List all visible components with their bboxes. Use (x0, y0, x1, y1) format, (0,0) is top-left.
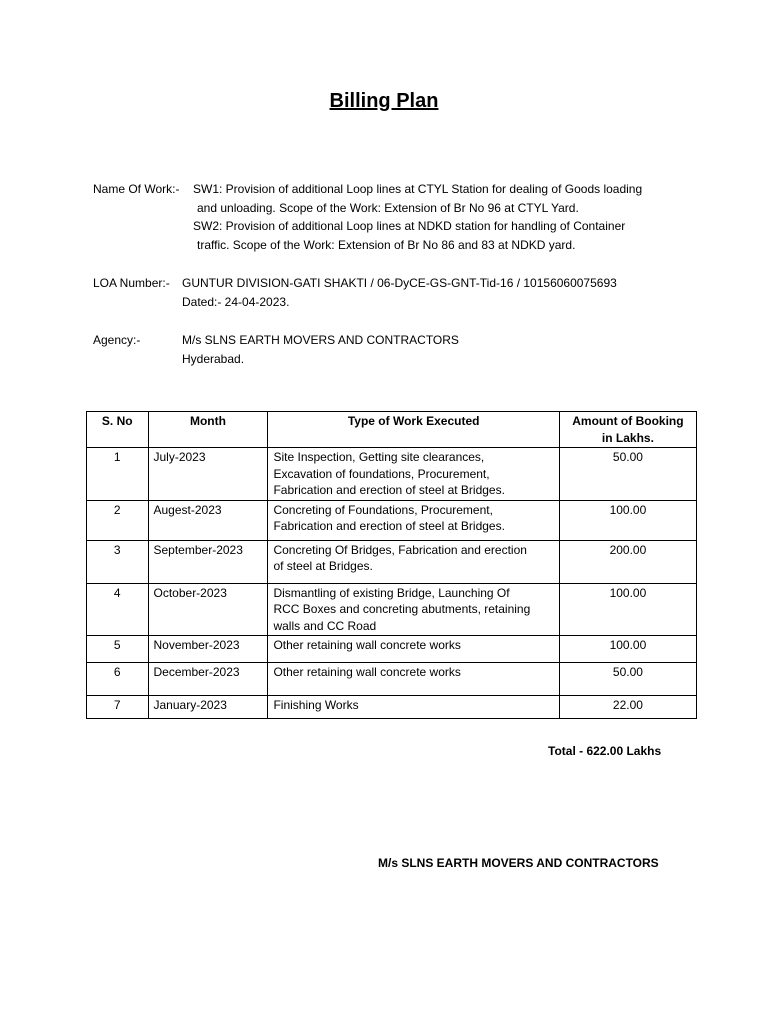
work-line: Finishing Works (273, 698, 359, 712)
agency-value (182, 331, 459, 368)
work-line: Concreting of Foundations, Procurement, (273, 502, 493, 517)
cell-work (268, 540, 559, 583)
cell-amount: 50.00 (559, 663, 696, 696)
cell-sno: 4 (87, 583, 149, 636)
name-of-work-label: Name Of Work:- (93, 182, 180, 196)
agency-label: Agency:- (93, 333, 141, 347)
loa-label: LOA Number:- (93, 276, 170, 290)
cell-amount: 100.00 (559, 500, 696, 540)
header-month: Month (148, 412, 268, 448)
cell-amount: 200.00 (559, 540, 696, 583)
loa-dated: Dated:- 24-04-2023. (182, 294, 290, 309)
cell-work (268, 583, 559, 636)
agency-city: Hyderabad. (182, 351, 245, 366)
table-row (87, 448, 697, 501)
cell-sno: 2 (87, 500, 149, 540)
work-line: Other retaining wall concrete works (273, 638, 461, 652)
loa-section (93, 274, 693, 314)
work-line: Dismantling of existing Bridge, Launching Of (273, 585, 510, 600)
cell-amount: 100.00 (559, 636, 696, 663)
agency-section (93, 331, 693, 371)
table-header-row (87, 412, 697, 448)
work-line: Other retaining wall concrete works (273, 665, 461, 679)
work-line: Excavation of foundations, Procurement, (273, 466, 490, 481)
cell-month: December-2023 (148, 663, 268, 696)
work-line: RCC Boxes and concreting abutments, retaining (273, 602, 531, 616)
work-line: walls and CC Road (273, 618, 377, 633)
cell-work (268, 696, 559, 719)
sw2-line-2: traffic. Scope of the Work: Extension of Br No 86 and 83 at NDKD yard. (197, 237, 576, 252)
work-line: Site Inspection, Getting site clearances, (273, 450, 485, 464)
work-line: Fabrication and erection of steel at Bridges. (273, 519, 505, 533)
cell-sno: 3 (87, 540, 149, 583)
sw1-line-1: SW1: Provision of additional Loop lines at CTYL Station for dealing of Goods loading (193, 182, 643, 196)
cell-sno: 5 (87, 636, 149, 663)
billing-table (86, 411, 697, 719)
work-line: of steel at Bridges. (273, 559, 373, 573)
loa-value (182, 274, 617, 311)
table-row (87, 540, 697, 583)
header-amount-line-1: Amount of Booking (572, 414, 684, 428)
cell-sno: 6 (87, 663, 149, 696)
cell-month: July-2023 (148, 448, 268, 501)
header-amount (559, 412, 696, 448)
page-title: Billing Plan (329, 90, 439, 112)
signature-agency: M/s SLNS EARTH MOVERS AND CONTRACTORS (378, 856, 659, 870)
table-row (87, 663, 697, 696)
agency-name: M/s SLNS EARTH MOVERS AND CONTRACTORS (182, 333, 459, 347)
table-row (87, 583, 697, 636)
header-work: Type of Work Executed (268, 412, 559, 448)
cell-sno: 7 (87, 696, 149, 719)
loa-number: GUNTUR DIVISION-GATI SHAKTI / 06-DyCE-GS-GNT-Tid-16 / 10156060075693 (182, 276, 617, 290)
header-amount-line-2: in Lakhs. (601, 430, 654, 445)
total-amount: Total - 622.00 Lakhs (548, 744, 662, 758)
cell-sno: 1 (87, 448, 149, 501)
cell-amount: 50.00 (559, 448, 696, 501)
cell-amount: 22.00 (559, 696, 696, 719)
table-row (87, 696, 697, 719)
sw1-line-2: and unloading. Scope of the Work: Extension of Br No 96 at CTYL Yard. (197, 200, 579, 215)
cell-work (268, 636, 559, 663)
work-line: Fabrication and erection of steel at Bridges. (273, 483, 505, 497)
cell-amount: 100.00 (559, 583, 696, 636)
name-of-work-value (193, 180, 642, 254)
sw2-line-1: SW2: Provision of additional Loop lines at NDKD station for handling of Container (193, 219, 626, 233)
cell-work (268, 663, 559, 696)
cell-month: November-2023 (148, 636, 268, 663)
table-row (87, 500, 697, 540)
work-line: Concreting Of Bridges, Fabrication and erection (273, 542, 527, 557)
cell-month: Augest-2023 (148, 500, 268, 540)
name-of-work-section (93, 180, 693, 260)
cell-month: January-2023 (148, 696, 268, 719)
cell-month: September-2023 (148, 540, 268, 583)
header-sno: S. No (87, 412, 149, 448)
cell-month: October-2023 (148, 583, 268, 636)
cell-work (268, 500, 559, 540)
table-row (87, 636, 697, 663)
cell-work (268, 448, 559, 501)
